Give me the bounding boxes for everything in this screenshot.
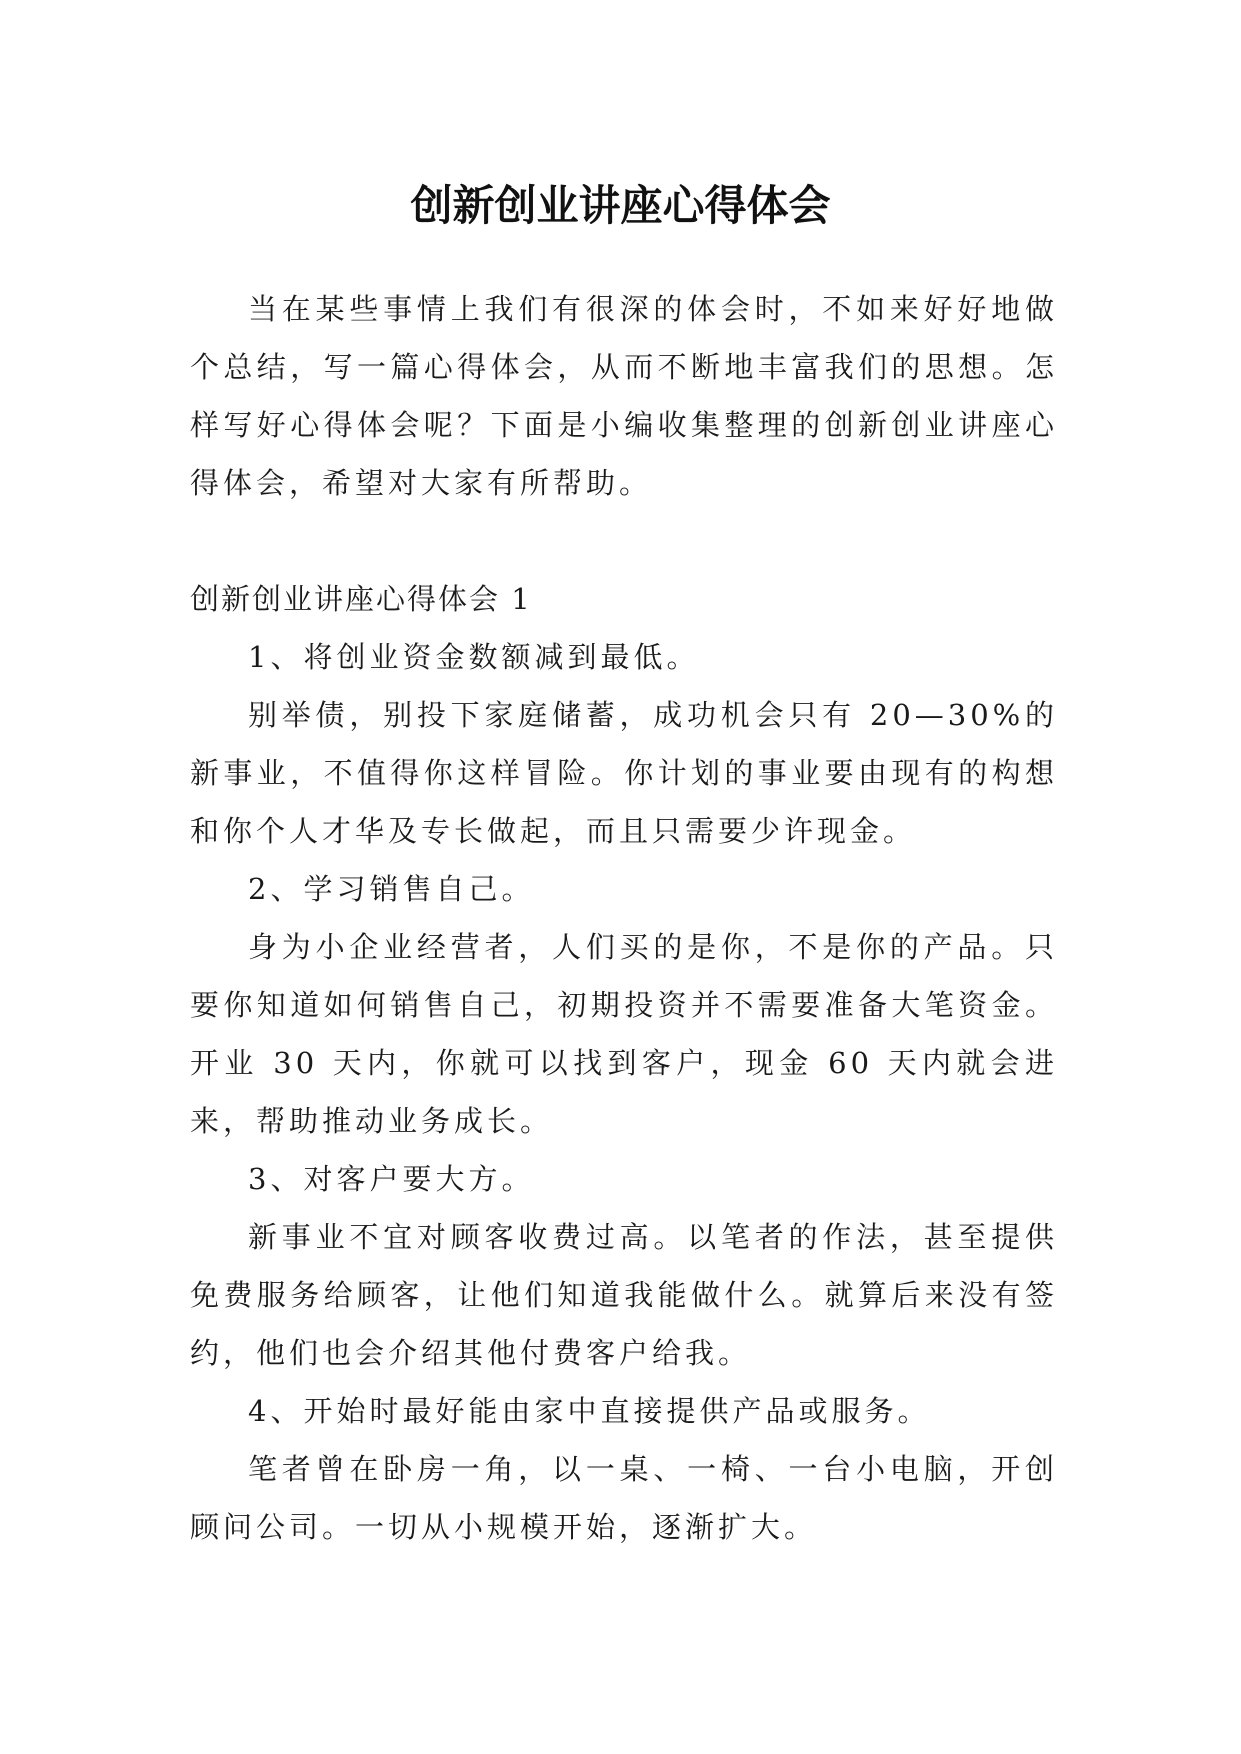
body-paragraph: 别举债，别投下家庭储蓄，成功机会只有 20—30%的新事业，不值得你这样冒险。你计划的事业要由现有的构想和你个人才华及专长做起，而且只需要少许现金。 bbox=[190, 698, 1058, 848]
list-item: 3、对客户要大方。 bbox=[248, 1162, 535, 1196]
list-item: 4、开始时最好能由家中直接提供产品或服务。 bbox=[248, 1394, 931, 1428]
document-body bbox=[190, 280, 1058, 1556]
intro-paragraph: 当在某些事情上我们有很深的体会时，不如来好好地做个总结，写一篇心得体会，从而不断地丰富我们的思想。怎样写好心得体会呢？下面是小编收集整理的创新创业讲座心得体会，希望对大家有所帮助。 bbox=[190, 292, 1058, 500]
document-title: 创新创业讲座心得体会 bbox=[410, 181, 831, 231]
list-item: 1、将创业资金数额减到最低。 bbox=[248, 640, 700, 674]
body-paragraph: 笔者曾在卧房一角，以一桌、一椅、一台小电脑，开创顾问公司。一切从小规模开始，逐渐扩大。 bbox=[190, 1452, 1058, 1544]
body-paragraph: 新事业不宜对顾客收费过高。以笔者的作法，甚至提供免费服务给顾客，让他们知道我能做什么。就算后来没有签约，他们也会介绍其他付费客户给我。 bbox=[190, 1220, 1058, 1370]
list-item: 2、学习销售自己。 bbox=[248, 872, 535, 906]
body-paragraph: 身为小企业经营者，人们买的是你，不是你的产品。只要你知道如何销售自己，初期投资并不需要准备大笔资金。开业 30 天内，你就可以找到客户，现金 60 天内就会进来，帮助推动业务成长。 bbox=[190, 930, 1058, 1138]
section-heading: 创新创业讲座心得体会 1 bbox=[190, 582, 532, 616]
